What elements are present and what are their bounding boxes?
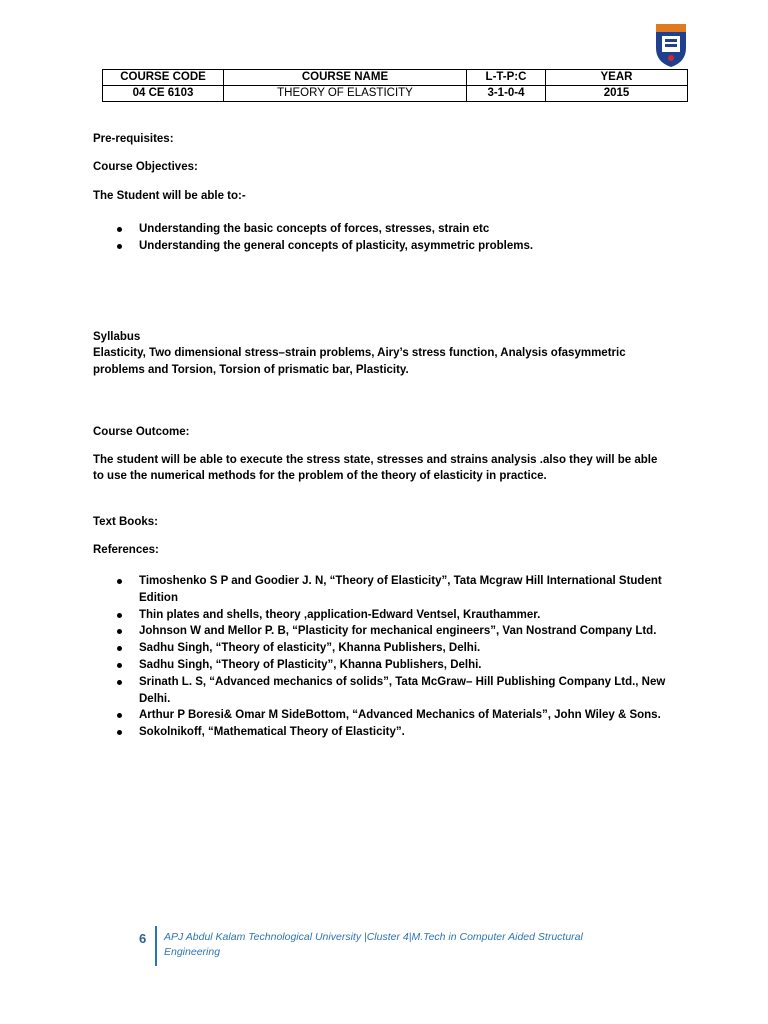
footer-line-1: APJ Abdul Kalam Technological University |Cluster 4|M.Tech in Computer Aided Structural — [164, 931, 583, 943]
list-item: Timoshenko S P and Goodier J. N, “Theory of Elasticity”, Tata Mcgraw Hill International Student Edition — [93, 573, 705, 607]
header-course-name: COURSE NAME — [224, 70, 467, 86]
outcome-text-line-1: The student will be able to execute the stress state, stresses and strains analysis .also they will be able — [93, 454, 658, 466]
syllabus-text-line-2: problems and Torsion, Torsion of prismatic bar, Plasticity. — [93, 364, 409, 376]
list-item: Understanding the basic concepts of forces, stresses, strain etc — [93, 221, 705, 238]
list-item: Thin plates and shells, theory ,application-Edward Ventsel, Krauthammer. — [93, 607, 705, 624]
footer-divider — [155, 926, 157, 966]
list-item: Srinath L. S, “Advanced mechanics of solids”, Tata McGraw– Hill Publishing Company Ltd., New Delhi. — [93, 674, 705, 708]
list-item: Sokolnikoff, “Mathematical Theory of Elasticity”. — [93, 724, 705, 741]
table-header-row — [103, 70, 688, 86]
objectives-heading: Course Objectives: — [93, 161, 198, 173]
header-year: YEAR — [546, 70, 688, 86]
course-code-cell: 04 CE 6103 — [103, 86, 224, 102]
prerequisites-heading: Pre-requisites: — [93, 133, 174, 145]
objectives-list — [93, 221, 705, 255]
year-cell: 2015 — [546, 86, 688, 102]
bullet-icon — [117, 613, 122, 618]
footer-text — [164, 930, 664, 960]
bullet-icon — [117, 680, 122, 685]
bullet-icon — [117, 663, 122, 668]
syllabus-text-line-1: Elasticity, Two dimensional stress–strain problems, Airy’s stress function, Analysis ofasymmetric — [93, 347, 626, 359]
ltpc-cell: 3-1-0-4 — [467, 86, 546, 102]
list-item: Johnson W and Mellor P. B, “Plasticity for mechanical engineers”, Van Nostrand Company Ltd. — [93, 623, 705, 640]
list-item: Sadhu Singh, “Theory of elasticity”, Khanna Publishers, Delhi. — [93, 640, 705, 657]
bullet-icon — [117, 579, 122, 584]
table-row — [103, 86, 688, 102]
header-ltpc: L-T-P:C — [467, 70, 546, 86]
list-item: Understanding the general concepts of plasticity, asymmetric problems. — [93, 238, 705, 255]
outcome-text-line-2: to use the numerical methods for the problem of the theory of elasticity in practice. — [93, 470, 547, 482]
references-list — [93, 573, 705, 741]
bullet-icon — [117, 646, 122, 651]
objectives-intro: The Student will be able to:- — [93, 190, 246, 202]
bullet-icon — [117, 713, 122, 718]
outcome-heading: Course Outcome: — [93, 426, 190, 438]
bullet-icon — [117, 244, 122, 249]
references-heading: References: — [93, 544, 159, 556]
bullet-icon — [117, 227, 122, 232]
list-item: Sadhu Singh, “Theory of Plasticity”, Khanna Publishers, Delhi. — [93, 657, 705, 674]
course-info-table — [102, 69, 688, 102]
syllabus-heading: Syllabus — [93, 331, 141, 343]
page-number: 6 — [139, 931, 147, 946]
textbooks-heading: Text Books: — [93, 516, 158, 528]
footer-line-2: Engineering — [164, 946, 221, 958]
university-logo-icon — [654, 22, 688, 68]
list-item: Arthur P Boresi& Omar M SideBottom, “Advanced Mechanics of Materials”, John Wiley & Sons. — [93, 707, 705, 724]
bullet-icon — [117, 730, 122, 735]
course-name-cell: THEORY OF ELASTICITY — [224, 86, 467, 102]
bullet-icon — [117, 629, 122, 634]
header-course-code: COURSE CODE — [103, 70, 224, 86]
